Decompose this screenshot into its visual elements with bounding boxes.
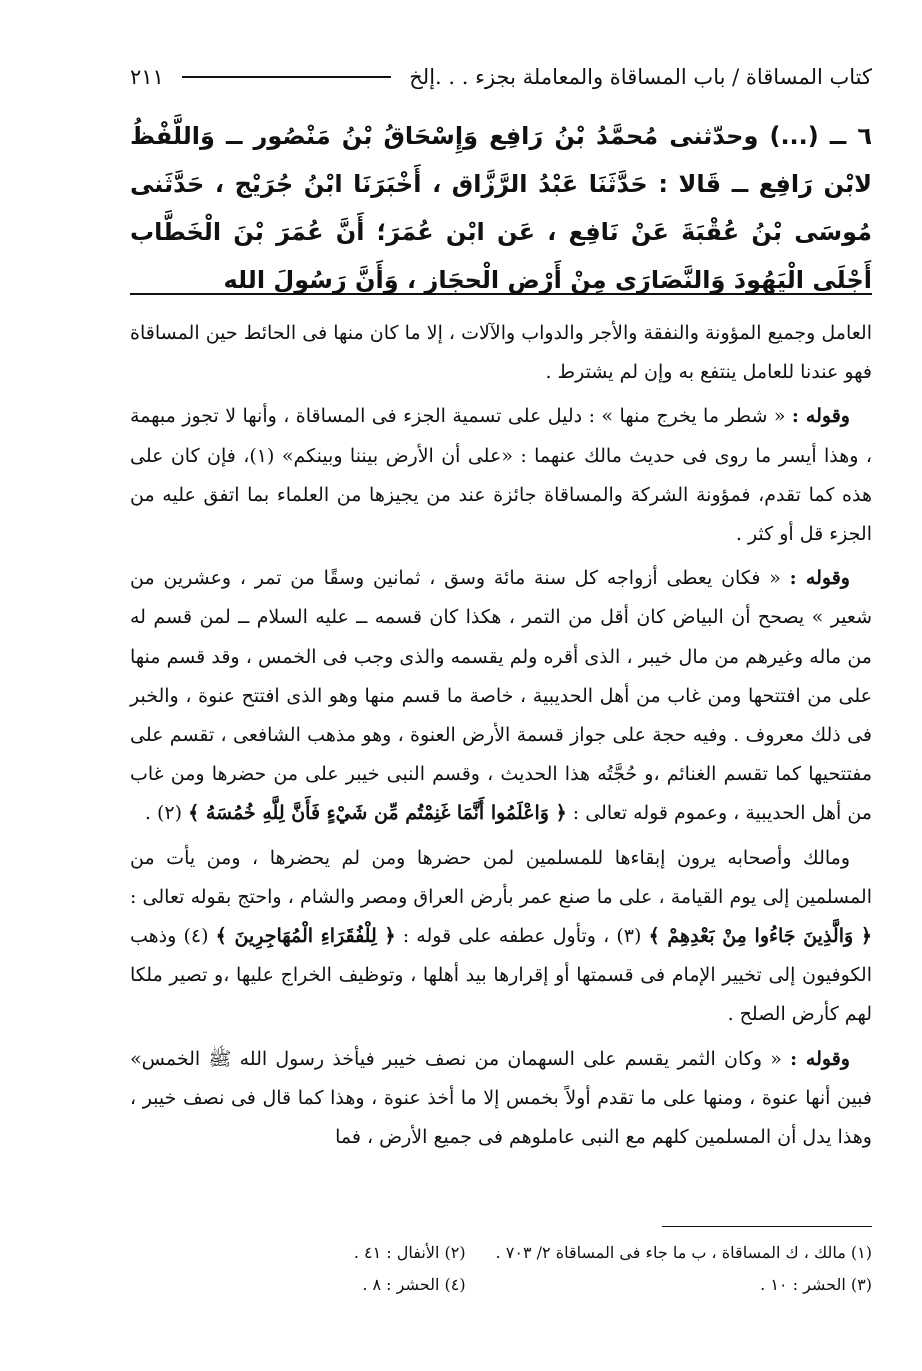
- paragraph-text: (٤) وذهب الكوفيون إلى تخيير الإمام فى قسمتها أو إقرارها بيد أهلها ، وتوظيف الخراج عليها ،و تصير ملكا لهم كأرض الصلح .: [130, 925, 872, 1026]
- quran-verse: ﴿ لِلْفُقَرَاءِ الْمُهَاجِرِينَ ﴾: [215, 925, 396, 948]
- footnote: (١) مالك ، ك المساقاة ، ب ما جاء فى المساقاة ٢/ ٧٠٣ .: [495, 1243, 872, 1262]
- commentary-paragraph: [130, 1040, 872, 1158]
- quran-verse: ﴿ وَاعْلَمُوا أَنَّمَا غَنِمْتُم مِّن شَيْءٍ فَأَنَّ لِلَّهِ خُمُسَهُ ﴾: [188, 802, 567, 825]
- paragraph-text: « وكان الثمر يقسم على السهمان من نصف خيبر فيأخذ رسول الله ﷺ الخمس» فبين أنها عنوة ، ومنها على ما تقدم أولاً بخمس إلا ما أخذ عنوة ، وهذا كما قال فى نصف خيبر ، وهذا يدل أن المسلمين كلهم مع النبى عاملوهم فى جميع الأرض ، فما: [130, 1047, 872, 1149]
- paragraph-lead: وقوله :: [789, 567, 850, 590]
- hadith-text: ٦ ــ (...) وحدّثنى مُحمَّدُ بْنُ رَافِع وَإِسْحَاقُ بْنُ مَنْصُور ــ وَاللَّفْظُ لابْن رَافِع ــ قَالا : حَدَّثَنَا عَبْدُ الرَّزَّاق ، أَخْبَرَنَا ابْنُ جُرَيْج ، حَدَّثَنى مُوسَى بْنُ عُقْبَةَ عَنْ نَافِع ، عَن ابْن عُمَرَ؛ أَنَّ عُمَرَ بْنَ الْخَطَّاب أَجْلَى الْيَهُودَ وَالنَّصَارَى مِنْ أَرْض الْحجَاز ، وَأَنَّ رَسُولَ الله: [130, 122, 872, 294]
- paragraph-text: « شطر ما يخرج منها » : دليل على تسمية الجزء فى المساقاة ، وأنها لا تجوز مبهمة ، وهذا أيسر ما روى فى حديث مالك عنهما : «على أن الأرض بيننا وبينكم» (١)، فإن كان على هذه كما تقدم، فمؤونة الشركة والمساقاة جائزة عند من يجيزها من العلماء بما اتفق عليه من الجزء قل أو كثر .: [130, 405, 872, 546]
- page-number: ٢١١: [130, 65, 164, 89]
- commentary-paragraph: [130, 397, 872, 554]
- footnotes: [130, 1238, 872, 1300]
- footnote: (٢) الأنفال : ٤١ .: [353, 1243, 466, 1262]
- section-divider: [130, 293, 872, 295]
- quran-verse: ﴿ وَالَّذِينَ جَاءُوا مِنْ بَعْدِهِمْ ﴾: [648, 925, 872, 948]
- footnote: (٣) الحشر : ١٠ .: [760, 1275, 872, 1294]
- footnote: (٤) الحشر : ٨ .: [362, 1275, 466, 1294]
- commentary-body: [130, 314, 872, 1162]
- commentary-paragraph: [130, 559, 872, 833]
- paragraph-lead: وقوله :: [790, 1047, 850, 1070]
- footnote-ref: (٢) .: [144, 802, 183, 825]
- paragraph-text: العامل وجميع المؤونة والنفقة والأجر والدواب والآلات ، إلا ما كان منها فى الحائط حين المساقاة فهو عندنا للعامل ينتفع به وإن لم يشترط .: [130, 322, 872, 384]
- running-header: [130, 60, 872, 94]
- header-rule: [182, 76, 391, 78]
- commentary-paragraph: [130, 839, 872, 1035]
- paragraph-lead: وقوله :: [791, 405, 850, 428]
- paragraph-text: (٣) ، وتأول عطفه على قوله :: [402, 925, 642, 948]
- commentary-paragraph: [130, 314, 872, 392]
- paragraph-text: ومالك وأصحابه يرون إبقاءها للمسلمين لمن حضرها ومن لم يحضرها ، ومن يأت من المسلمين إلى يوم القيامة ، على ما صنع عمر بأرض العراق ومصر والشام ، واحتج بقوله تعالى :: [130, 846, 872, 908]
- footnote-divider: [662, 1226, 872, 1227]
- chapter-title: كتاب المساقاة / باب المساقاة والمعاملة بجزء . . .إلخ: [409, 65, 872, 89]
- paragraph-text: « فكان يعطى أزواجه كل سنة مائة وسق ، ثمانين وسقًا من تمر ، وعشرين من شعير » يصحح أن البياض كان أقل من التمر ، هكذا كان قسمه ــ عليه السلام ــ لمن قسم له من ماله وغيرهم من مال خيبر ، الذى أقره ولم يقسمه والذى وجب فى الخمس ، وقد قسم منها على من افتتحها ومن غاب من أهل الحديبية ، خاصة ما قسم منها وهو الذى افتتح عنوة ، والخبر فى ذلك معروف . وفيه حجة على جواز قسمة الأرض العنوة ، وهو مذهب الشافعى ، تقسم على مفتتحيها كما تقسم الغنائم ،و حُجَّتُه هذا الحديث ، وقسم النبى خيبر على من حضرها ومن غاب من أهل الحديبية ، وعموم قوله تعالى :: [130, 567, 872, 825]
